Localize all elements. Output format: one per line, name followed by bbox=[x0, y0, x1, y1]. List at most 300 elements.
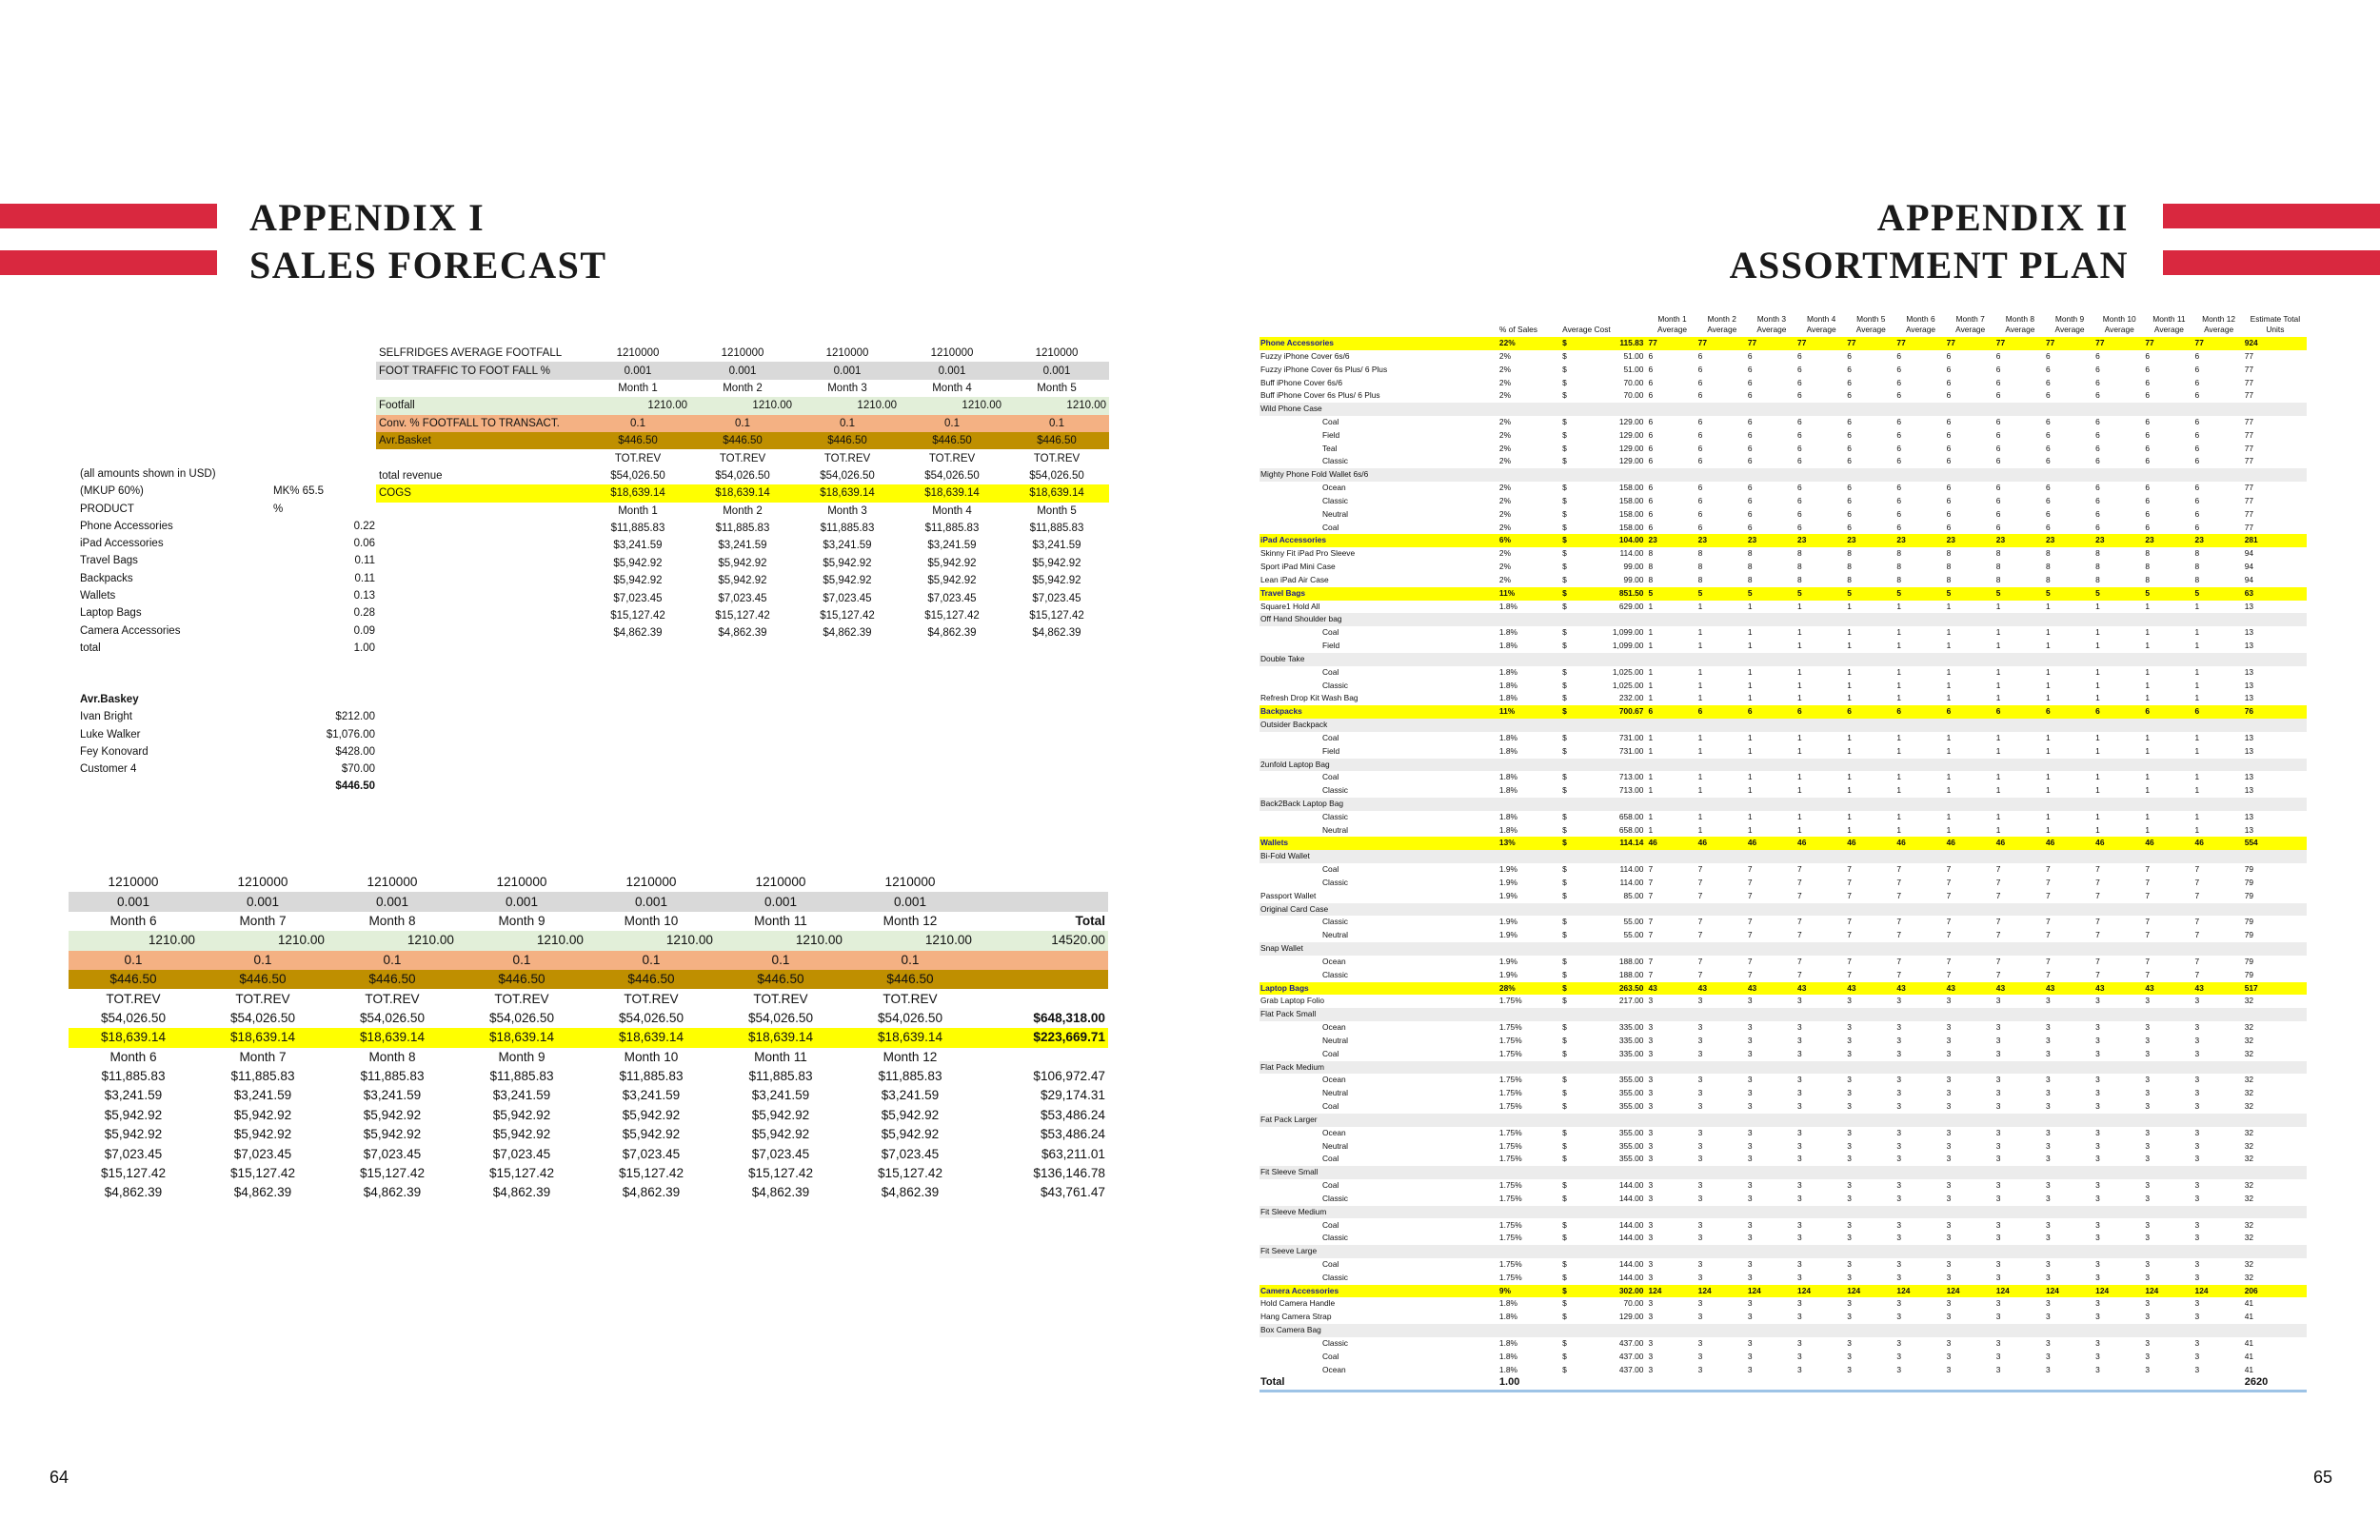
monthly-units: 3 bbox=[1797, 1193, 1802, 1203]
assortment-item-name: Back2Back Laptop Bag bbox=[1259, 798, 1498, 811]
forecast-cell: TOT.REV bbox=[614, 452, 662, 464]
product-name: PRODUCT bbox=[80, 503, 134, 515]
monthly-units: 7 bbox=[1797, 930, 1802, 940]
empty-cell bbox=[1647, 798, 1696, 811]
basket-line bbox=[80, 760, 375, 778]
product-group-row bbox=[1259, 1166, 2307, 1179]
monthly-units: 1 bbox=[2045, 824, 2051, 835]
monthly-units: 3 bbox=[2045, 1364, 2051, 1374]
empty-cell bbox=[1498, 1166, 1561, 1179]
monthly-units: 46 bbox=[2194, 837, 2244, 850]
empty-cell bbox=[2194, 798, 2244, 811]
empty-cell bbox=[1697, 613, 1747, 626]
forecast-bottom-row bbox=[69, 873, 1108, 892]
empty-cell bbox=[1946, 850, 1995, 863]
assortment-total-units: 554 bbox=[2244, 837, 2307, 850]
monthly-units: 43 bbox=[2045, 982, 2094, 996]
assortment-total-units: 32 bbox=[2244, 1193, 2254, 1203]
dollar-sign: $ bbox=[1562, 745, 1567, 756]
empty-cell bbox=[2144, 613, 2193, 626]
monthly-units: 3 bbox=[1995, 1351, 2001, 1361]
monthly-units: 3 bbox=[1648, 1140, 1654, 1151]
forecast-cell: TOT.REV bbox=[823, 452, 871, 464]
monthly-units: 3 bbox=[1797, 1272, 1802, 1282]
assortment-avg-cost bbox=[1561, 929, 1647, 942]
monthly-units: 6 bbox=[1747, 429, 1753, 440]
product-group-row bbox=[1259, 468, 2307, 482]
assortment-item-name: Fuzzy iPhone Cover 6s Plus/ 6 Plus bbox=[1260, 364, 1388, 374]
forecast-cell: $4,862.39 bbox=[718, 627, 767, 640]
sales-forecast-months-6-12-table bbox=[69, 873, 1108, 1203]
basket-customer: Luke Walker bbox=[80, 728, 141, 740]
assortment-total-units: 13 bbox=[2244, 666, 2254, 677]
assortment-pct: 1.75% bbox=[1498, 1258, 1522, 1269]
forecast-cell: $29,174.31 bbox=[1040, 1088, 1105, 1103]
monthly-units: 3 bbox=[1697, 1219, 1703, 1230]
forecast-cell: $11,885.83 bbox=[230, 1069, 295, 1084]
assortment-pct: 2% bbox=[1498, 562, 1512, 572]
monthly-units: 3 bbox=[2095, 1219, 2100, 1230]
monthly-units: 7 bbox=[2194, 864, 2200, 875]
assortment-avg-cost bbox=[1561, 995, 1647, 1008]
empty-cell bbox=[1796, 850, 1846, 863]
empty-cell bbox=[1747, 719, 1796, 732]
monthly-units: 124 bbox=[2194, 1285, 2244, 1298]
assortment-total-units: 77 bbox=[2244, 377, 2254, 387]
assortment-cost-value: 114.00 bbox=[1619, 864, 1644, 875]
appendix-1-title-line2: SALES FORECAST bbox=[249, 244, 607, 286]
assortment-total-units: 13 bbox=[2244, 785, 2254, 796]
assortment-total-units: 77 bbox=[2244, 443, 2254, 453]
monthly-units: 3 bbox=[2095, 1298, 2100, 1309]
appendix-2-title-line2: ASSORTMENT PLAN bbox=[1729, 244, 2129, 286]
dollar-sign: $ bbox=[1562, 1180, 1567, 1191]
assortment-total-units: 924 bbox=[2244, 337, 2307, 350]
assortment-item-name: Bi-Fold Wallet bbox=[1259, 850, 1498, 863]
monthly-units: 3 bbox=[1648, 1219, 1654, 1230]
monthly-units: 3 bbox=[2194, 1035, 2200, 1045]
forecast-cell: TOT.REV bbox=[1033, 452, 1081, 464]
assortment-cost-value: 70.00 bbox=[1623, 377, 1644, 387]
forecast-bottom-row bbox=[69, 1009, 1108, 1028]
monthly-units: 3 bbox=[1747, 1364, 1753, 1374]
dollar-sign: $ bbox=[1562, 627, 1567, 638]
monthly-units: 1 bbox=[1697, 601, 1703, 611]
empty-cell bbox=[1895, 1008, 1945, 1021]
monthly-units: 7 bbox=[1797, 956, 1802, 966]
assortment-cost-value: 99.00 bbox=[1623, 574, 1644, 584]
empty-cell bbox=[1995, 1008, 2045, 1021]
assortment-pct: 2% bbox=[1498, 350, 1512, 361]
empty-cell bbox=[1895, 613, 1945, 626]
assortment-avg-cost bbox=[1561, 416, 1647, 429]
empty-cell bbox=[1647, 1008, 1696, 1021]
monthly-units: 7 bbox=[1847, 917, 1852, 927]
monthly-units: 1 bbox=[1697, 824, 1703, 835]
empty-cell bbox=[2094, 903, 2144, 917]
monthly-units: 3 bbox=[1847, 1035, 1852, 1045]
assortment-item-name: Coal bbox=[1322, 1258, 1339, 1269]
forecast-bottom-row bbox=[69, 1125, 1108, 1144]
monthly-units: 7 bbox=[1648, 930, 1654, 940]
monthly-units: 1 bbox=[1648, 666, 1654, 677]
monthly-units: 6 bbox=[1995, 522, 2001, 532]
monthly-units: 3 bbox=[1995, 1075, 2001, 1085]
forecast-cell: Month 7 bbox=[239, 913, 287, 928]
monthly-units: 1 bbox=[1797, 785, 1802, 796]
monthly-units: 1 bbox=[2194, 666, 2200, 677]
monthly-units: 1 bbox=[2194, 745, 2200, 756]
forecast-cell: $15,127.42 bbox=[618, 1166, 684, 1181]
assortment-item-name: iPad Accessories bbox=[1259, 534, 1498, 547]
empty-cell bbox=[1846, 468, 1895, 482]
empty-cell bbox=[1498, 653, 1561, 666]
monthly-units: 3 bbox=[1946, 996, 1952, 1006]
assortment-pct: 1.8% bbox=[1498, 824, 1517, 835]
monthly-units: 1 bbox=[1995, 772, 2001, 782]
empty-cell bbox=[1498, 1061, 1561, 1075]
forecast-cell: 1210.00 bbox=[457, 931, 586, 950]
item-row bbox=[1259, 1153, 2307, 1166]
empty-cell bbox=[1697, 1114, 1747, 1127]
dollar-sign: $ bbox=[1562, 483, 1567, 493]
forecast-cell: $446.50 bbox=[198, 970, 327, 989]
forecast-cell: $7,023.45 bbox=[492, 1146, 551, 1161]
empty-cell bbox=[1697, 468, 1747, 482]
monthly-units: 1 bbox=[1747, 745, 1753, 756]
forecast-cell: 1210000 bbox=[108, 875, 159, 890]
assortment-avg-cost bbox=[1561, 547, 1647, 561]
empty-cell bbox=[1561, 1376, 1647, 1391]
assortment-total-units: 77 bbox=[2244, 456, 2254, 466]
assortment-cost-value: 1,025.00 bbox=[1612, 666, 1644, 677]
dollar-sign: $ bbox=[1562, 1075, 1567, 1085]
assortment-item-name: Coal bbox=[1322, 1048, 1339, 1058]
monthly-units: 7 bbox=[2045, 890, 2051, 900]
monthly-units: 3 bbox=[2095, 1088, 2100, 1098]
forecast-cell: $53,486.24 bbox=[1040, 1107, 1105, 1122]
monthly-units: 7 bbox=[1896, 956, 1902, 966]
monthly-units: 6 bbox=[1995, 495, 2001, 505]
forecast-cell: $446.50 bbox=[795, 432, 900, 449]
dollar-sign: $ bbox=[1562, 548, 1567, 559]
empty-cell bbox=[1895, 1114, 1945, 1127]
forecast-cell: $7,023.45 bbox=[927, 592, 977, 604]
monthly-units: 3 bbox=[1648, 1337, 1654, 1348]
monthly-units: 3 bbox=[1995, 1048, 2001, 1058]
dollar-sign: $ bbox=[1562, 1193, 1567, 1203]
monthly-units: 1 bbox=[1896, 811, 1902, 821]
forecast-cell: $7,023.45 bbox=[104, 1146, 163, 1161]
product-group-row bbox=[1259, 653, 2307, 666]
empty-cell bbox=[1498, 468, 1561, 482]
monthly-units: 1 bbox=[1797, 601, 1802, 611]
monthly-units: 3 bbox=[2045, 1154, 2051, 1164]
monthly-units: 46 bbox=[2094, 837, 2144, 850]
monthly-units: 3 bbox=[1847, 1351, 1852, 1361]
forecast-cell: $11,885.83 bbox=[619, 1069, 684, 1084]
forecast-cell: 0.1 bbox=[585, 415, 690, 432]
monthly-units: 1 bbox=[1946, 641, 1952, 651]
basket-customer: Ivan Bright bbox=[80, 711, 132, 723]
monthly-units: 6 bbox=[2095, 390, 2100, 401]
assortment-total-units: 32 bbox=[2244, 1258, 2254, 1269]
monthly-units: 3 bbox=[1896, 996, 1902, 1006]
monthly-units: 6 bbox=[1896, 443, 1902, 453]
empty-cell bbox=[1647, 1114, 1696, 1127]
monthly-units: 23 bbox=[2144, 534, 2193, 547]
assortment-total-units: 13 bbox=[2244, 693, 2254, 703]
empty-cell bbox=[1846, 1245, 1895, 1258]
monthly-units: 1 bbox=[1697, 732, 1703, 742]
monthly-units: 6 bbox=[2095, 364, 2100, 374]
monthly-units: 77 bbox=[1995, 337, 2045, 350]
product-name: Backpacks bbox=[80, 572, 133, 584]
monthly-units: 1 bbox=[1797, 824, 1802, 835]
assortment-total-units: 79 bbox=[2244, 956, 2254, 966]
forecast-cell: Total bbox=[1075, 913, 1105, 928]
monthly-units: 6 bbox=[1747, 350, 1753, 361]
monthly-units: 46 bbox=[1697, 837, 1747, 850]
assortment-item-name: Classic bbox=[1322, 1233, 1348, 1243]
monthly-units: 6 bbox=[1995, 390, 2001, 401]
empty-cell bbox=[1647, 719, 1696, 732]
monthly-units: 3 bbox=[2045, 1101, 2051, 1112]
monthly-units: 6 bbox=[2045, 508, 2051, 519]
forecast-cell: $3,241.59 bbox=[613, 540, 663, 552]
monthly-units: 3 bbox=[2095, 1272, 2100, 1282]
monthly-units: 3 bbox=[2045, 1180, 2051, 1191]
empty-cell bbox=[1846, 850, 1895, 863]
monthly-units: 23 bbox=[1697, 534, 1747, 547]
empty-cell bbox=[1946, 653, 1995, 666]
monthly-units: 3 bbox=[1847, 1048, 1852, 1058]
forecast-cell: $18,639.14 bbox=[900, 484, 1004, 502]
empty-cell bbox=[2144, 798, 2193, 811]
monthly-units: 43 bbox=[1895, 982, 1945, 996]
category-row bbox=[1259, 1285, 2307, 1298]
monthly-units: 8 bbox=[2045, 548, 2051, 559]
assortment-item-name: Buff iPhone Cover 6s Plus/ 6 Plus bbox=[1260, 390, 1380, 401]
empty-cell bbox=[1946, 1206, 1995, 1219]
monthly-units: 3 bbox=[1896, 1048, 1902, 1058]
monthly-units: 1 bbox=[1946, 680, 1952, 690]
monthly-units: 1 bbox=[1847, 641, 1852, 651]
assortment-avg-cost bbox=[1561, 522, 1647, 535]
monthly-units: 1 bbox=[1896, 693, 1902, 703]
monthly-units: 7 bbox=[2145, 917, 2151, 927]
monthly-units: 3 bbox=[2045, 1351, 2051, 1361]
monthly-units: 3 bbox=[1648, 1088, 1654, 1098]
monthly-units: 3 bbox=[2145, 1312, 2151, 1322]
empty-cell bbox=[1647, 903, 1696, 917]
assortment-pct: 6% bbox=[1498, 534, 1561, 547]
dollar-sign: $ bbox=[1562, 785, 1567, 796]
assortment-pct: 1.75% bbox=[1498, 1075, 1522, 1085]
monthly-units: 8 bbox=[2045, 574, 2051, 584]
empty-cell bbox=[1895, 1376, 1945, 1391]
assortment-avg-cost bbox=[1561, 574, 1647, 587]
product-group-row bbox=[1259, 798, 2307, 811]
monthly-units: 3 bbox=[2194, 996, 2200, 1006]
monthly-units: 7 bbox=[1896, 877, 1902, 887]
monthly-units: 6 bbox=[2095, 522, 2100, 532]
monthly-units: 3 bbox=[1797, 1233, 1802, 1243]
assortment-avg-cost bbox=[1561, 534, 1647, 547]
monthly-units: 7 bbox=[2145, 956, 2151, 966]
empty-cell bbox=[2194, 1206, 2244, 1219]
assortment-item-name: Neutral bbox=[1322, 1035, 1348, 1045]
dollar-sign: $ bbox=[1562, 1101, 1567, 1112]
assortment-cost-value: 144.00 bbox=[1618, 1233, 1644, 1243]
empty-cell bbox=[1946, 759, 1995, 772]
forecast-cell: 1210000 bbox=[1035, 347, 1079, 360]
appendix-2-title-line1: APPENDIX II bbox=[1876, 196, 2129, 239]
empty-cell bbox=[1796, 719, 1846, 732]
monthly-units: 7 bbox=[2045, 930, 2051, 940]
product-share: 0.11 bbox=[354, 555, 375, 567]
forecast-row-label bbox=[376, 380, 585, 397]
product-share: 0.11 bbox=[354, 572, 375, 584]
monthly-units: 6 bbox=[1648, 443, 1654, 453]
monthly-units: 6 bbox=[1797, 443, 1802, 453]
forecast-cell: $5,942.92 bbox=[927, 557, 977, 569]
monthly-units: 3 bbox=[2194, 1022, 2200, 1033]
monthly-units: 6 bbox=[1697, 705, 1747, 719]
empty-cell bbox=[2194, 719, 2244, 732]
monthly-units: 7 bbox=[1946, 969, 1952, 979]
forecast-cell: $18,639.14 bbox=[1004, 484, 1109, 502]
empty-cell bbox=[1846, 1166, 1895, 1179]
monthly-units: 7 bbox=[1747, 930, 1753, 940]
monthly-units: 23 bbox=[2094, 534, 2144, 547]
forecast-cell: $5,942.92 bbox=[1032, 557, 1081, 569]
monthly-units: 6 bbox=[1648, 429, 1654, 440]
monthly-units: 5 bbox=[1697, 587, 1747, 601]
monthly-units: 6 bbox=[1946, 443, 1952, 453]
monthly-units: 3 bbox=[1697, 1127, 1703, 1137]
empty-cell bbox=[1561, 1324, 1647, 1337]
product-group-row bbox=[1259, 1245, 2307, 1258]
empty-cell bbox=[1895, 942, 1945, 956]
dollar-sign: $ bbox=[1562, 1035, 1567, 1045]
forecast-cell: $5,942.92 bbox=[363, 1107, 422, 1122]
monthly-units: 5 bbox=[2144, 587, 2193, 601]
monthly-units: 1 bbox=[1648, 680, 1654, 690]
forecast-cell: $136,146.78 bbox=[1033, 1166, 1105, 1181]
monthly-units: 6 bbox=[1896, 429, 1902, 440]
empty-cell bbox=[1946, 798, 1995, 811]
empty-cell bbox=[2244, 1166, 2307, 1179]
monthly-units: 6 bbox=[2045, 364, 2051, 374]
assortment-total-units: 32 bbox=[2244, 1219, 2254, 1230]
assortment-item-name: Classic bbox=[1322, 969, 1348, 979]
forecast-cell: $11,885.83 bbox=[748, 1069, 813, 1084]
assortment-item-name: Ocean bbox=[1322, 956, 1346, 966]
forecast-cell: $54,026.50 bbox=[747, 1010, 814, 1025]
assortment-item-name: Hang Camera Strap bbox=[1260, 1312, 1332, 1322]
assortment-cost-value: 129.00 bbox=[1618, 429, 1644, 440]
dollar-sign: $ bbox=[1562, 338, 1567, 348]
forecast-cell: $43,761.47 bbox=[1040, 1185, 1105, 1200]
empty-cell bbox=[1995, 1114, 2045, 1127]
empty-cell bbox=[2094, 1008, 2144, 1021]
forecast-cell: $15,127.42 bbox=[715, 610, 770, 622]
monthly-units: 3 bbox=[1995, 1035, 2001, 1045]
item-row bbox=[1259, 1035, 2307, 1048]
forecast-cell: 0.001 bbox=[586, 892, 716, 911]
basket-heading: Avr.Baskey bbox=[80, 694, 139, 705]
forecast-cell: $5,942.92 bbox=[718, 575, 767, 587]
dollar-sign: $ bbox=[1562, 601, 1567, 611]
forecast-cell bbox=[975, 1048, 1108, 1067]
empty-cell bbox=[1747, 1061, 1796, 1075]
forecast-cell: $4,862.39 bbox=[104, 1185, 163, 1200]
monthly-units: 6 bbox=[1896, 377, 1902, 387]
monthly-units: 1 bbox=[2045, 641, 2051, 651]
empty-cell bbox=[1697, 759, 1747, 772]
empty-cell bbox=[2194, 759, 2244, 772]
empty-cell bbox=[1498, 1245, 1561, 1258]
empty-cell bbox=[1796, 903, 1846, 917]
forecast-cell: 0.1 bbox=[900, 415, 1004, 432]
forecast-bottom-row bbox=[69, 931, 1108, 950]
monthly-units: 7 bbox=[2045, 969, 2051, 979]
monthly-units: 3 bbox=[1797, 1219, 1802, 1230]
empty-cell bbox=[1946, 1245, 1995, 1258]
assortment-avg-cost bbox=[1561, 1100, 1647, 1114]
forecast-cell: $7,023.45 bbox=[751, 1146, 810, 1161]
empty-cell bbox=[2144, 1245, 2193, 1258]
monthly-units: 3 bbox=[1797, 1337, 1802, 1348]
monthly-units: 3 bbox=[2194, 1233, 2200, 1243]
monthly-units: 7 bbox=[1896, 864, 1902, 875]
dollar-sign: $ bbox=[1562, 508, 1567, 519]
monthly-units: 1 bbox=[2045, 601, 2051, 611]
item-row bbox=[1259, 680, 2307, 693]
monthly-units: 3 bbox=[1697, 1101, 1703, 1112]
monthly-units: 7 bbox=[2145, 930, 2151, 940]
forecast-cell: 14520.00 bbox=[975, 931, 1108, 950]
empty-cell bbox=[2144, 653, 2193, 666]
assortment-cost-value: 144.00 bbox=[1618, 1272, 1644, 1282]
forecast-cell: 0.1 bbox=[69, 951, 198, 970]
empty-cell bbox=[2045, 1061, 2094, 1075]
empty-cell bbox=[1747, 1206, 1796, 1219]
assortment-item-name: Field bbox=[1322, 641, 1340, 651]
monthly-units: 3 bbox=[2095, 1180, 2100, 1191]
monthly-units: 6 bbox=[1747, 377, 1753, 387]
empty-cell bbox=[2094, 403, 2144, 416]
assortment-total-units: 32 bbox=[2244, 1022, 2254, 1033]
monthly-units: 77 bbox=[2094, 337, 2144, 350]
item-row bbox=[1259, 1297, 2307, 1311]
monthly-units: 3 bbox=[1648, 1193, 1654, 1203]
monthly-units: 124 bbox=[1895, 1285, 1945, 1298]
assortment-pct: 1.75% bbox=[1498, 1140, 1522, 1151]
empty-cell bbox=[1697, 403, 1747, 416]
monthly-units: 124 bbox=[1647, 1285, 1696, 1298]
monthly-units: 1 bbox=[2095, 601, 2100, 611]
empty-cell bbox=[1647, 942, 1696, 956]
monthly-units: 3 bbox=[1697, 1088, 1703, 1098]
assortment-cost-value: 70.00 bbox=[1623, 1298, 1644, 1309]
monthly-units: 1 bbox=[1697, 745, 1703, 756]
monthly-units: 7 bbox=[2194, 917, 2200, 927]
assortment-pct: 1.9% bbox=[1498, 969, 1517, 979]
product-name: (MKUP 60%) bbox=[80, 485, 144, 498]
monthly-units: 1 bbox=[2045, 666, 2051, 677]
